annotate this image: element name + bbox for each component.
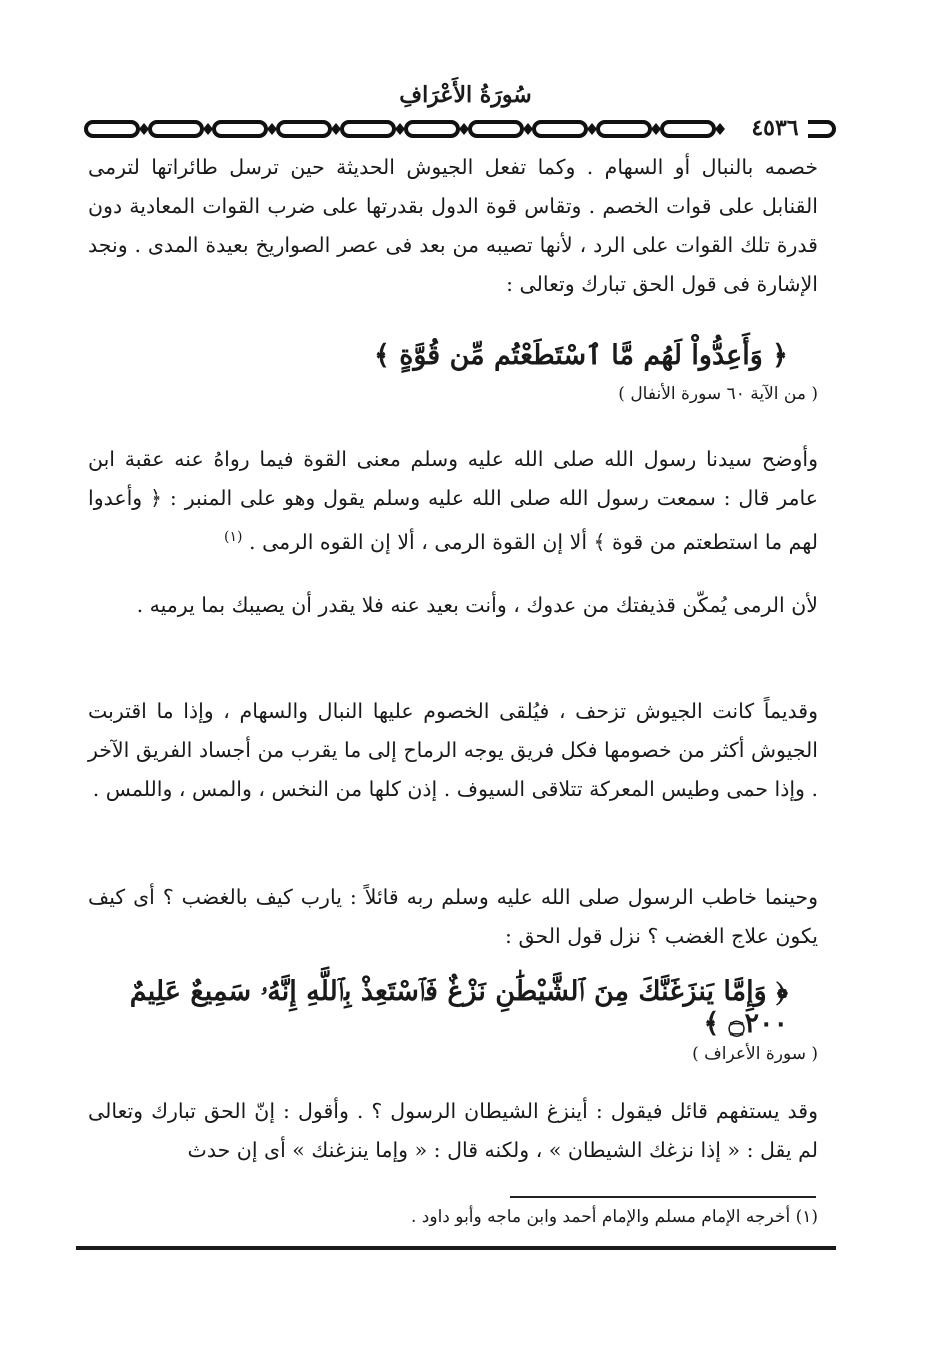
footnote-marker: (١) <box>224 529 243 545</box>
quran-verse-1: ﴿ وَأَعِدُّواْ لَهُم مَّا ٱسْتَطَعْتُم مِّن قُوَّةٍ ﴾ <box>373 340 788 371</box>
footnote-separator <box>510 1196 816 1198</box>
footnote-text: (١) أخرجه الإمام مسلم والإمام أحمد وابن ماجه وأبو داود . <box>411 1207 818 1227</box>
ornamental-header-band <box>82 118 842 140</box>
paragraph-6: وقد يستفهم قائل فيقول : أينزغ الشيطان الرسول ؟ . وأقول : إنّ الحق تبارك وتعالى لم يقل : « إذا نزغك الشيطان » ، ولكنه قال : « وإما ينزغنك » أى إن حدث <box>88 1099 818 1162</box>
paragraph-3: لأن الرمى يُمكّن قذيفتك من عدوك ، وأنت بعيد عنه فلا يقدر أن يصيبك بما يرميه . <box>136 593 818 617</box>
paragraph-2-text: وأوضح سيدنا رسول الله صلى الله عليه وسلم معنى القوة فيما رواهُ عنه عقبة ابن عامر قال : سمعت رسول الله صلى الله عليه وسلم يقول وهو على المنبر : ﴿ وأعدوا لهم ما استطعتم من قوة ﴾ ألا إن القوة الرمى ، ألا إن القوه الرمى . <box>88 447 818 554</box>
paragraph-5: وحينما خاطب الرسول صلى الله عليه وسلم ربه قائلاً : يارب كيف بالغضب ؟ أى كيف يكون علاج الغضب ؟ نزل قول الحق : <box>88 885 818 948</box>
verse-reference-2: ( سورة الأعراف ) <box>692 1044 818 1064</box>
paragraph-1: خصمه بالنبال أو السهام . وكما تفعل الجيوش الحديثة حين ترسل طائراتها لترمى القنابل على قوات الخصم . وتقاس قوة الدول بقدرتها على ضرب القوات المعادية دون قدرة تلك القوات على الرد ، لأنها تصيبه من بعد فى عصر الصواريخ بعيدة المدى . ونجد الإشارة فى قول الحق تبارك وتعالى : <box>88 155 818 296</box>
surah-title: سُورَةُ الأَعْرَافِ <box>399 82 532 108</box>
bottom-rule <box>76 1246 836 1250</box>
quran-verse-2: ﴿ وَإِمَّا يَنزَغَنَّكَ مِنَ ٱلشَّيْطَٰنِ نَزْغٌ فَٱسْتَعِذْ بِٱللَّهِ إِنَّهُۥ سَمِيعٌ عَلِيمٌ ۝٢٠٠ ﴾ <box>129 976 788 1039</box>
paragraph-4: وقديماً كانت الجيوش تزحف ، فيُلقى الخصوم عليها النبال والسهام ، وإذا ما اقتربت الجيوش أكثر من خصومها فكل فريق يوجه الرماح إلى ما يقرب من أجساد الفريق الآخر . وإذا حمى وطيس المعركة تتلاقى السيوف . إذن كلها من النخس ، والمس ، واللمس . <box>88 699 818 801</box>
paragraph-2 <box>88 440 818 562</box>
page-number: ٤٥٣٦ <box>742 114 808 142</box>
verse-reference-1: ( من الآية ٦٠ سورة الأنفال ) <box>618 384 818 404</box>
